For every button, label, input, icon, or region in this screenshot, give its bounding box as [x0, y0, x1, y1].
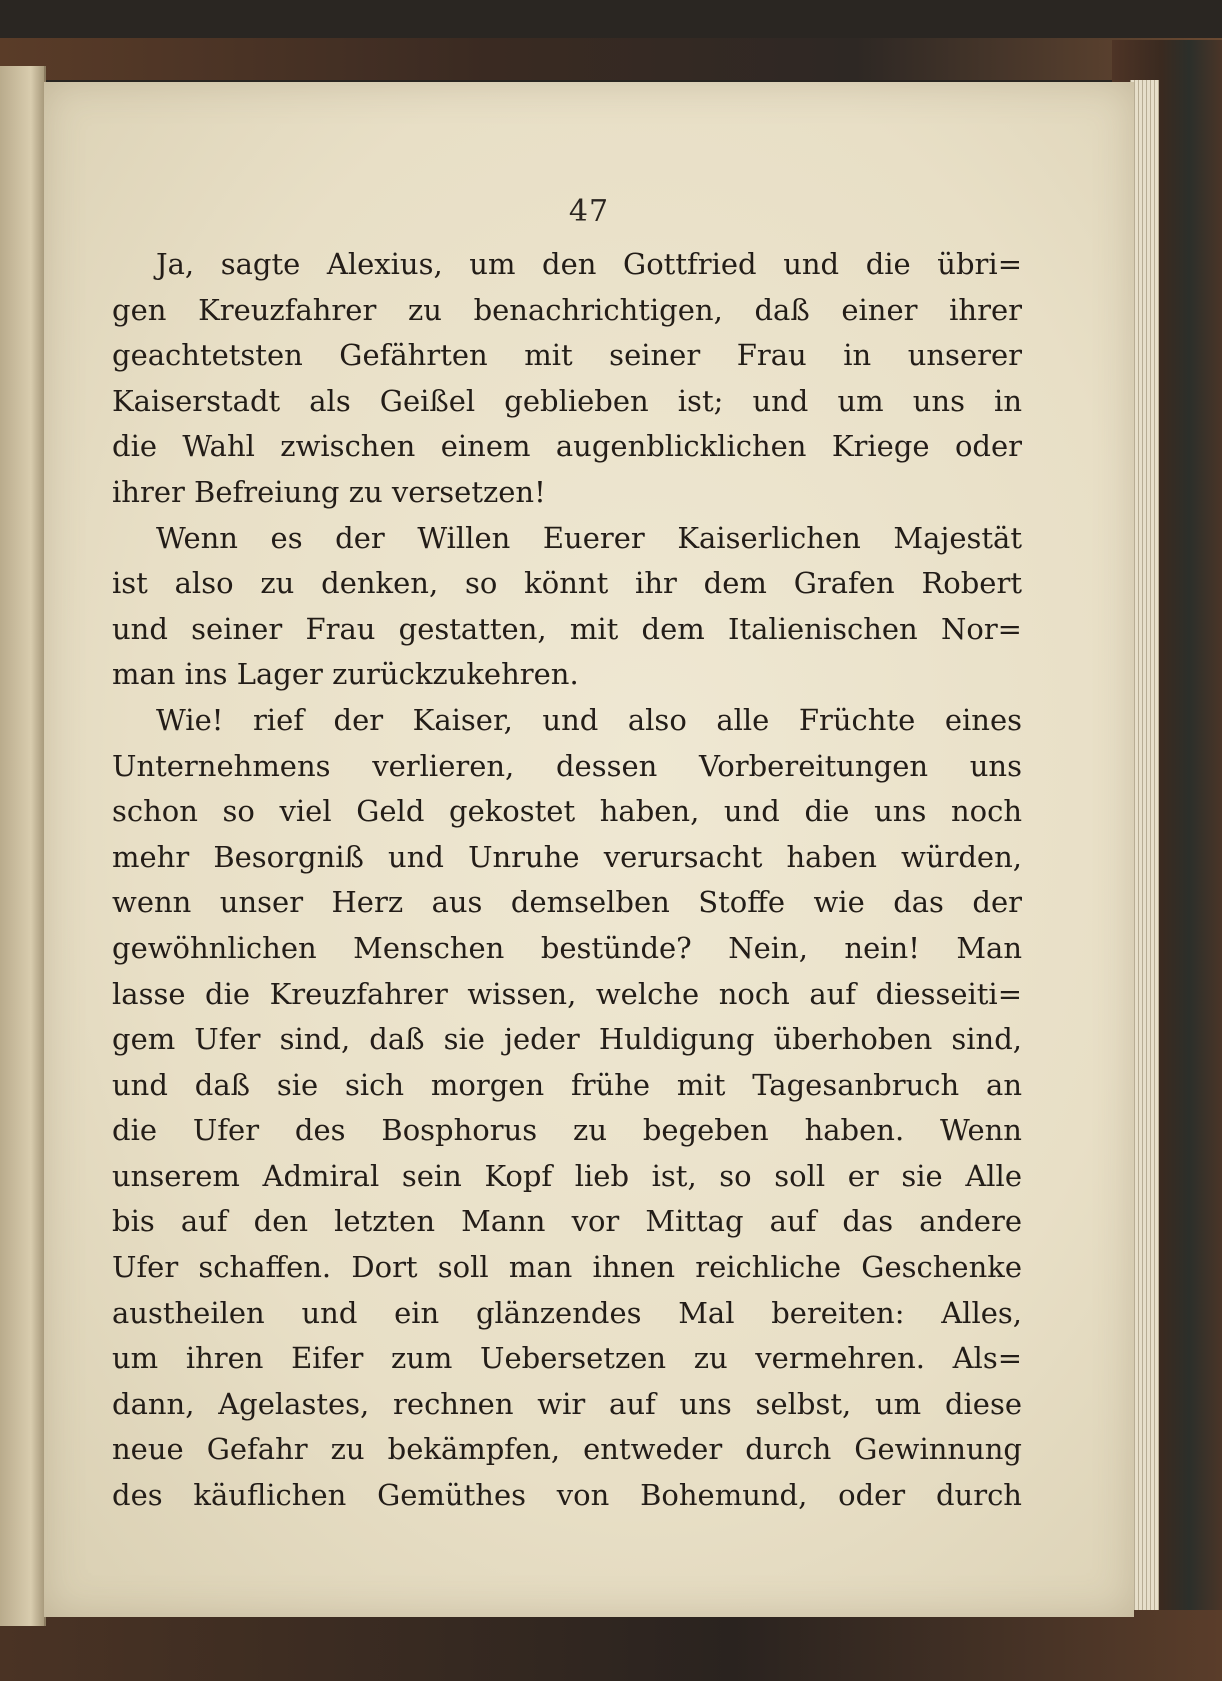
text-line: wenn unser Herz aus demselben Stoffe wie das der: [112, 885, 1022, 920]
text-line: man ins Lager zurückzukehren.: [112, 657, 579, 692]
text-line: und daß sie sich morgen frühe mit Tagesanbruch an: [112, 1067, 1022, 1102]
text-line: gem Ufer sind, daß sie jeder Huldigung überhoben sind,: [112, 1022, 1022, 1057]
text-line: unserem Admiral sein Kopf lieb ist, so soll er sie Alle: [112, 1158, 1022, 1193]
text-line: Wenn es der Willen Euerer Kaiserlichen Majestät: [156, 520, 1022, 555]
text-line: austheilen und ein glänzendes Mal bereiten: Alles,: [112, 1295, 1022, 1330]
text-line: Wie! rief der Kaiser, und also alle Früchte eines: [156, 702, 1022, 737]
book-cover-top: [0, 38, 1222, 80]
text-line: ist also zu denken, so könnt ihr dem Grafen Robert: [112, 566, 1022, 601]
text-line: Kaiserstadt als Geißel geblieben ist; und um uns in: [112, 383, 1022, 418]
page-number: 47: [568, 194, 610, 229]
text-line: Ja, sagte Alexius, um den Gottfried und die übri=: [156, 247, 1022, 281]
page-text: [112, 242, 1022, 1519]
text-line: und seiner Frau gestatten, mit dem Italienischen Nor=: [112, 611, 1022, 646]
text-line: gen Kreuzfahrer zu benachrichtigen, daß einer ihrer: [112, 292, 1022, 327]
text-line: gewöhnlichen Menschen bestünde? Nein, nein! Man: [112, 930, 1022, 965]
text-line: geachtetsten Gefährten mit seiner Frau in unserer: [112, 338, 1022, 373]
text-line: die Wahl zwischen einem augenblicklichen Kriege oder: [112, 429, 1022, 464]
book-cover-bottom: [0, 1610, 1222, 1681]
text-line: schon so viel Geld gekostet haben, und die uns noch: [112, 794, 1022, 829]
page-stack-edge: [1130, 80, 1159, 1610]
text-line: ihrer Befreiung zu versetzen!: [112, 474, 546, 509]
text-line: des käuflichen Gemüthes von Bohemund, oder durch: [112, 1478, 1022, 1513]
text-line: neue Gefahr zu bekämpfen, entweder durch Gewinnung: [112, 1432, 1022, 1467]
text-line: um ihren Eifer zum Uebersetzen zu vermehren. Als=: [112, 1341, 1022, 1376]
book-page: [44, 82, 1134, 1617]
text-line: Unternehmens verlieren, dessen Vorbereitungen uns: [112, 748, 1022, 783]
text-line: dann, Agelastes, rechnen wir auf uns selbst, um diese: [112, 1386, 1022, 1421]
text-line: Ufer schaffen. Dort soll man ihnen reichliche Geschenke: [112, 1250, 1022, 1285]
text-line: mehr Besorgniß und Unruhe verursacht haben würden,: [112, 839, 1022, 874]
left-page-edge: [0, 66, 46, 1626]
text-line: bis auf den letzten Mann vor Mittag auf das andere: [112, 1204, 1022, 1239]
text-line: lasse die Kreuzfahrer wissen, welche noch auf diesseiti=: [112, 976, 1022, 1011]
text-line: die Ufer des Bosphorus zu begeben haben. Wenn: [112, 1113, 1022, 1148]
